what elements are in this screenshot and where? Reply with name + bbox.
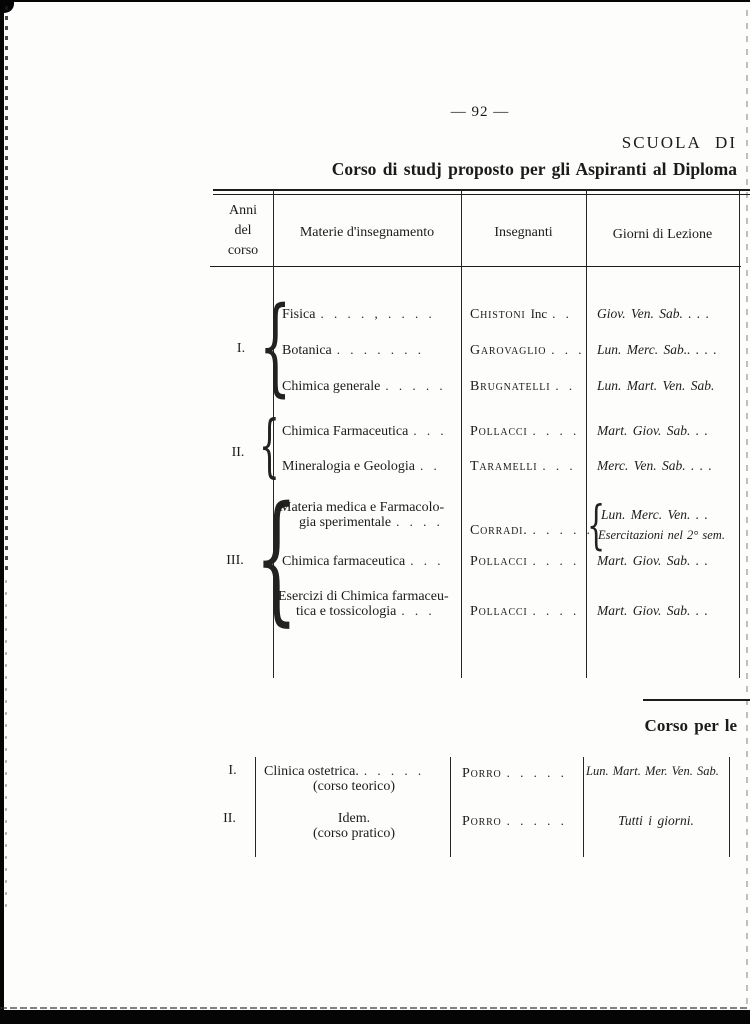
dot-leaders: . . . . (396, 514, 441, 529)
dot-leaders: . . (552, 306, 570, 321)
days-cell: Lun. Merc. Ven. . . (601, 507, 708, 522)
group-brace-year2: { (259, 407, 280, 486)
dot-leaders: . . . . . (506, 765, 565, 780)
scan-binding-speckles (5, 6, 8, 576)
days-cell: Merc. Ven. Sab. . . . (597, 458, 712, 473)
subject-cell (282, 342, 422, 359)
subject-cell-line2: (corso pratico) (312, 826, 396, 841)
dot-leaders: . . . . . (363, 763, 423, 778)
year-label-3: III. (226, 553, 244, 568)
dot-leaders: . . (555, 378, 574, 393)
teacher-cell (470, 378, 573, 395)
dot-leaders: . . . (410, 553, 442, 568)
days-cell: Tutti i giorni. (618, 813, 694, 828)
scan-edge-left (0, 0, 4, 1024)
teacher-name: Garovaglio (470, 343, 547, 358)
year-label: II. (223, 811, 236, 826)
subject-cell (282, 378, 444, 395)
page-title: Corso di studj proposto per gli Aspiranti al Diploma (331, 159, 737, 179)
teacher-name: Pollacci (470, 604, 528, 619)
subject-cell (264, 763, 422, 780)
dot-leaders: . . . . . . . (336, 342, 423, 357)
days-brace: { (587, 496, 606, 556)
dot-leaders: . . . . . (506, 813, 565, 828)
dot-leaders: . . . (401, 603, 433, 618)
column-header-insegnanti: Insegnanti (494, 225, 553, 240)
subject-text: Clinica ostetrica. (264, 764, 359, 779)
header-underline (210, 266, 741, 267)
days-cell: Giov. Ven. Sab. . . . (597, 306, 710, 321)
teacher-name: Porro (462, 766, 502, 781)
column-header-anni: Anni del corso (227, 203, 259, 258)
table-right-border (739, 190, 740, 678)
teacher-name: Pollacci (470, 554, 528, 569)
subject-text: Chimica generale (282, 379, 381, 394)
days-cell: Mart. Giov. Sab. . . (597, 423, 708, 438)
teacher-cell (470, 553, 577, 570)
column-divider-2 (450, 757, 451, 857)
dot-leaders: . . . . (532, 553, 578, 568)
subject-cell-line2 (296, 603, 433, 620)
page-number: — 92 — (450, 104, 510, 120)
subject-text: Mineralogia e Geologia (282, 459, 415, 474)
subject-cell (282, 306, 433, 323)
teacher-suffix: Inc (530, 306, 548, 321)
subject-text: gia sperimentale (299, 515, 392, 530)
subject-text: tica e tossicologia (296, 604, 397, 619)
teacher-name: Chistoni (470, 307, 526, 322)
days-cell: Lun. Mart. Ven. Sab. (597, 378, 715, 393)
days-cell-line2: Esercitazioni nel 2° sem. (598, 528, 725, 542)
table-top-rule-thick (213, 189, 750, 191)
column-header-giorni: Giorni di Lezione (612, 227, 713, 242)
subject-cell: Esercizi di Chimica farmaceu- (278, 589, 449, 604)
column-header-materie: Materie d'insegnamento (299, 225, 435, 240)
days-cell: Lun. Merc. Sab.. . . . (597, 342, 717, 357)
days-cell: Lun. Mart. Mer. Ven. Sab. (586, 764, 719, 778)
subject-cell (282, 458, 438, 475)
days-cell: Mart. Giov. Sab. . . (597, 603, 708, 618)
dot-leaders: . . . . , . . . . (320, 306, 433, 321)
subject-cell: Idem. (337, 811, 371, 826)
dot-leaders: . . . (551, 342, 583, 357)
dot-leaders: . . . (542, 458, 574, 473)
teacher-cell (470, 458, 574, 475)
dot-leaders: . . . . . (385, 378, 444, 393)
table-right-border (729, 757, 730, 857)
dot-leaders: . . (419, 458, 438, 473)
subject-cell-line2: (corso teorico) (312, 779, 396, 794)
teacher-cell (470, 423, 577, 440)
year-label: I. (228, 763, 237, 778)
scan-edge-bottom-speckle (0, 1007, 750, 1009)
subject-text: Fisica (282, 307, 316, 322)
teacher-name: Brugnatelli (470, 379, 551, 394)
subject-cell: Materia medica e Farmacolo- (279, 500, 445, 515)
teacher-cell (462, 765, 565, 782)
subject-cell-line2 (299, 514, 441, 531)
section-divider-rule (643, 699, 750, 701)
teacher-cell (470, 306, 570, 323)
teacher-cell (470, 342, 583, 359)
subject-text: Chimica farmaceutica (282, 554, 406, 569)
subject-text: Chimica Farmaceutica (282, 424, 409, 439)
column-divider-1 (255, 757, 256, 857)
table-top-rule-thin (213, 194, 750, 195)
teacher-name: Pollacci (470, 424, 528, 439)
dot-leaders: . . . (413, 423, 445, 438)
teacher-name: Taramelli (470, 459, 538, 474)
column-divider-3 (583, 757, 584, 857)
year-label-2: II. (231, 445, 245, 460)
scan-edge-top (0, 0, 750, 2)
running-header: SCUOLA DI (621, 133, 737, 152)
section-title: Corso per le (644, 716, 737, 735)
group-brace-year1: { (259, 284, 292, 407)
scan-binding-speckles-lower (5, 580, 7, 910)
subject-text: Botanica (282, 343, 332, 358)
teacher-cell (470, 522, 591, 539)
teacher-name: Porro (462, 814, 502, 829)
dot-leaders: . . . . . (532, 522, 591, 537)
year-label-1: I. (236, 341, 246, 356)
scan-page-edge-right (746, 10, 748, 1005)
dot-leaders: . . . . (532, 603, 578, 618)
teacher-cell (470, 603, 577, 620)
scan-edge-bottom (0, 1010, 750, 1024)
days-cell: Mart. Giov. Sab. . . (597, 553, 708, 568)
column-divider-3 (586, 190, 587, 678)
subject-cell (282, 423, 445, 440)
teacher-name: Corradi. (470, 523, 528, 538)
subject-cell (282, 553, 441, 570)
dot-leaders: . . . . (532, 423, 578, 438)
column-divider-2 (461, 190, 462, 678)
teacher-cell (462, 813, 565, 830)
group-brace-year3: { (255, 477, 298, 640)
